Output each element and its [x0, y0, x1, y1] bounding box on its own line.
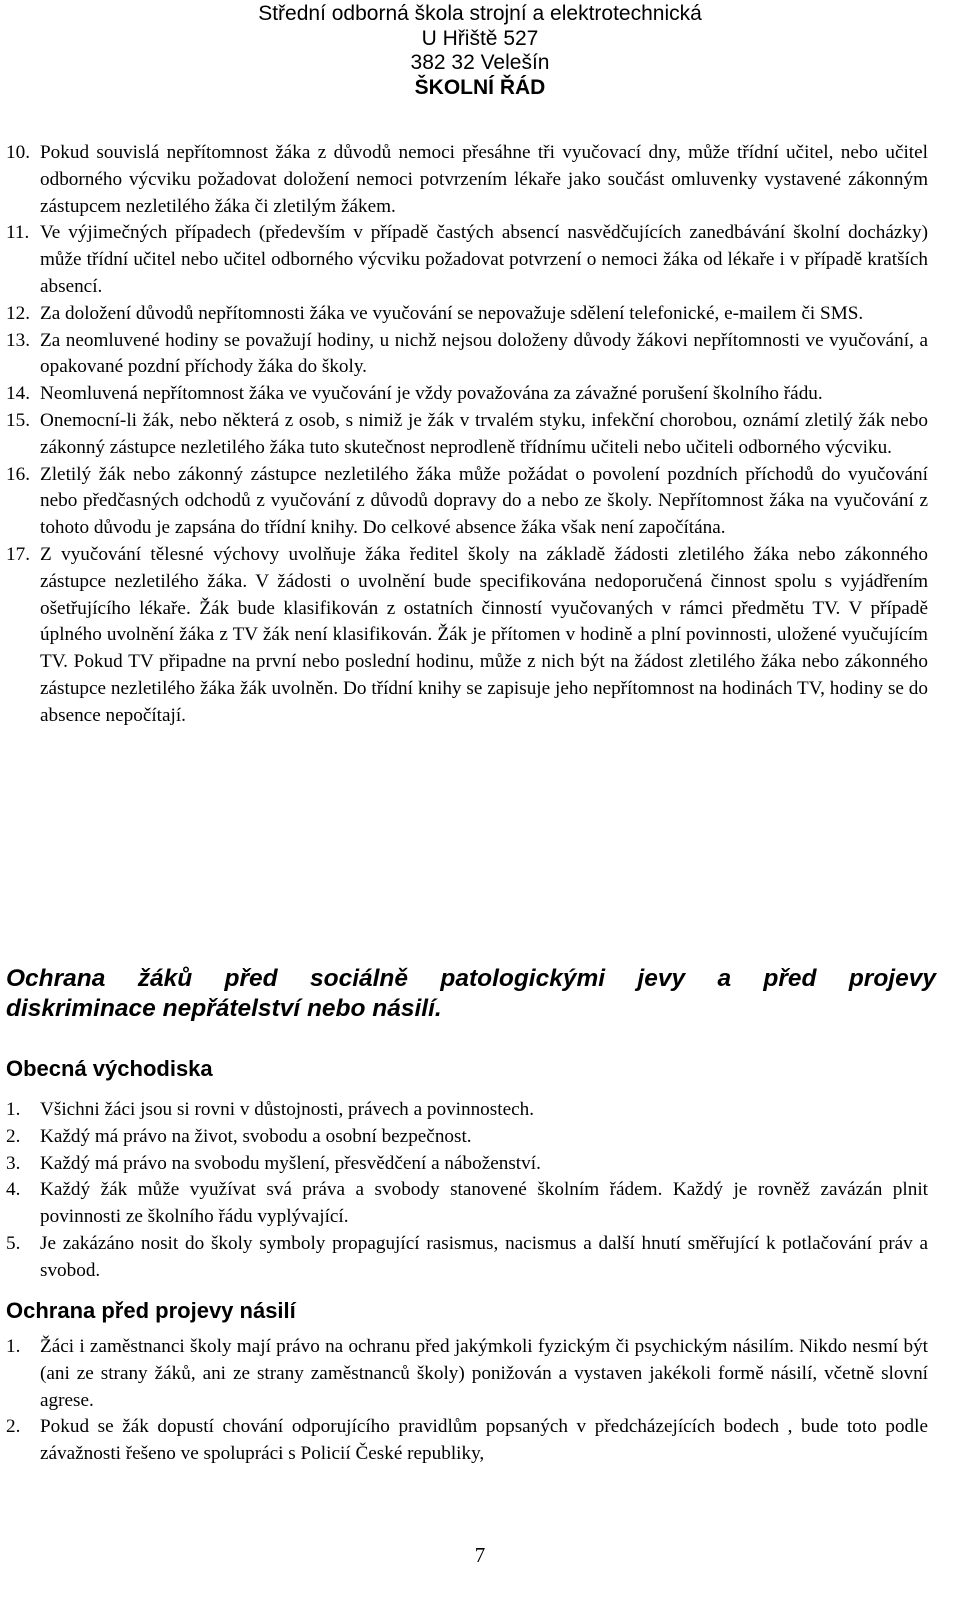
- item-text: Žáci i zaměstnanci školy mají právo na ochranu před jakýmkoli fyzickým či psychickým násilím. Nikdo nesmí být (ani ze strany žáků, ani ze strany zaměstnanců školy) ponižován a vystaven jakékoli formě násilí, včetně slovní agrese.: [40, 1336, 928, 1411]
- list-item: [0, 1097, 928, 1124]
- item-number: 3.: [6, 1152, 21, 1174]
- rule-text: Zletilý žák nebo zákonný zástupce nezletilého žáka může požádat o povolení pozdních příchodů do vyučování nebo předčasných odchodů z vyučování z důvodů dopravy do a nebo ze školy. Nepřítomnost žáka na vyučování z tohoto důvodu je zapsána do třídní knihy. Do celkové absence žáka však není započítána.: [40, 463, 928, 539]
- rule-item: [0, 408, 928, 462]
- item-number: 2.: [6, 1416, 21, 1438]
- section-heading-line: diskriminace nepřátelství nebo násilí.: [6, 995, 442, 1022]
- item-number: 5.: [6, 1232, 21, 1254]
- rule-item: [0, 462, 928, 542]
- item-text: Každý má právo na svobodu myšlení, přesvědčení a náboženství.: [40, 1152, 541, 1174]
- item-text: Je zakázáno nosit do školy symboly propagující rasismus, nacismus a další hnutí směřující k potlačování práv a svobod.: [40, 1232, 928, 1281]
- section-heading-line: Ochrana žáků před sociálně patologickými jevy a před projevy: [6, 965, 936, 992]
- section-heading: [6, 964, 936, 1024]
- rule-number: 14.: [6, 383, 30, 405]
- item-text: Všichni žáci jsou si rovni v důstojnosti, právech a povinnostech.: [40, 1099, 534, 1120]
- item-number: 1.: [6, 1336, 21, 1357]
- subheading-general: Obecná východiska: [6, 1056, 213, 1081]
- document-title: ŠKOLNÍ ŘÁD: [414, 75, 546, 99]
- subheading-violence: Ochrana před projevy násilí: [6, 1298, 296, 1323]
- rule-number: 15.: [6, 409, 30, 431]
- rule-item: [0, 301, 928, 328]
- rule-text: Z vyučování tělesné výchovy uvolňuje žáka ředitel školy na základě žádosti zletilého žáka nebo zákonného zástupce nezletilého žáka. V žádosti o uvolnění bude specifikována nedoporučená činnost spolu s vyjádřením ošetřujícího lékaře. Žák bude klasifikován z ostatních činností vyučovaných v rámci předmětu TV. V případě úplného uvolnění žáka z TV žák není klasifikován. Žák je přítomen v hodině a plní povinnosti, uložené vyučujícím TV. Pokud TV připadne na první nebo poslední hodinu, může z nich být na žádost zletilého žáka nebo zákonného zástupce nezletilého žáka žák uvolněn. Do třídní knihy se zapisuje jeho nepřítomnost na hodinách TV, hodiny se do absence nepočítají.: [40, 543, 928, 726]
- rule-number: 16.: [6, 463, 30, 485]
- rule-text: Za neomluvené hodiny se považují hodiny, u nichž nejsou doloženy důvody žákovi nepřítomnosti ve vyučování, a opakované pozdní příchody žáka do školy.: [40, 329, 928, 378]
- item-number: 1.: [6, 1099, 21, 1120]
- rule-item: [0, 381, 928, 408]
- list-item: [0, 1151, 928, 1178]
- general-principles-list: [0, 1097, 960, 1285]
- school-city: 382 32 Velešín: [410, 51, 550, 75]
- school-street: U Hřiště 527: [421, 26, 539, 50]
- rule-text: Za doložení důvodů nepřítomnosti žáka ve vyučování se nepovažuje sdělení telefonické, e-mailem či SMS.: [40, 302, 864, 324]
- list-item: [0, 1177, 928, 1231]
- rule-number: 12.: [6, 302, 30, 324]
- rule-item: [0, 328, 928, 382]
- list-item: [0, 1231, 928, 1285]
- rule-number: 11.: [6, 222, 30, 244]
- list-item: [0, 1414, 928, 1468]
- rule-text: Onemocní-li žák, nebo některá z osob, s nimiž je žák v trvalém styku, infekční chorobou, oznámí zletilý žák nebo zákonný zástupce nezletilého žáka tuto skutečnost neprodleně třídnímu učiteli nebo učiteli odborného výcviku.: [40, 409, 928, 458]
- item-number: 2.: [6, 1125, 21, 1147]
- rule-item: [0, 542, 928, 730]
- item-text: Každý má právo na život, svobodu a osobní bezpečnost.: [40, 1125, 472, 1147]
- violence-protection-list: [0, 1334, 960, 1468]
- rule-item: [0, 220, 928, 300]
- item-number: 4.: [6, 1179, 21, 1201]
- rules-section-absence: [0, 140, 960, 730]
- list-item: [0, 1334, 928, 1414]
- rule-text: Ve výjimečných případech (především v případě častých absencí nasvědčujících zanedbávání školní docházky) může třídní učitel nebo učitel odborného výcviku požadovat potvrzení o nemoci žáka od lékaře i v případě kratších absencí.: [40, 222, 928, 297]
- school-name: Střední odborná škola strojní a elektrotechnická: [258, 2, 702, 25]
- rule-text: Neomluvená nepřítomnost žáka ve vyučování je vždy považována za závažné porušení školního řádu.: [40, 383, 823, 405]
- item-text: Každý žák může využívat svá práva a svobody stanovené školním řádem. Každý je rovněž zavázán plnit povinnosti ze školního řádu vyplývající.: [40, 1179, 928, 1228]
- rule-number: 10.: [6, 142, 30, 163]
- list-item: [0, 1124, 928, 1151]
- rule-text: Pokud souvislá nepřítomnost žáka z důvodů nemoci přesáhne tři vyučovací dny, může třídní učitel, nebo učitel odborného výcviku požadovat doložení nemoci potvrzením lékaře jako součást omluvenky vystavené zákonným zástupcem nezletilého žáka či zletilým žákem.: [40, 142, 928, 217]
- rule-item: [0, 140, 928, 220]
- rule-number: 13.: [6, 329, 30, 351]
- item-text: Pokud se žák dopustí chování odporujícího pravidlům popsaných v předcházejících bodech , bude toto podle závažnosti řešeno ve spolupráci s Policií České republiky,: [40, 1416, 928, 1465]
- page-header: [0, 2, 960, 100]
- rule-number: 17.: [6, 543, 30, 565]
- page-number: 7: [474, 1543, 486, 1567]
